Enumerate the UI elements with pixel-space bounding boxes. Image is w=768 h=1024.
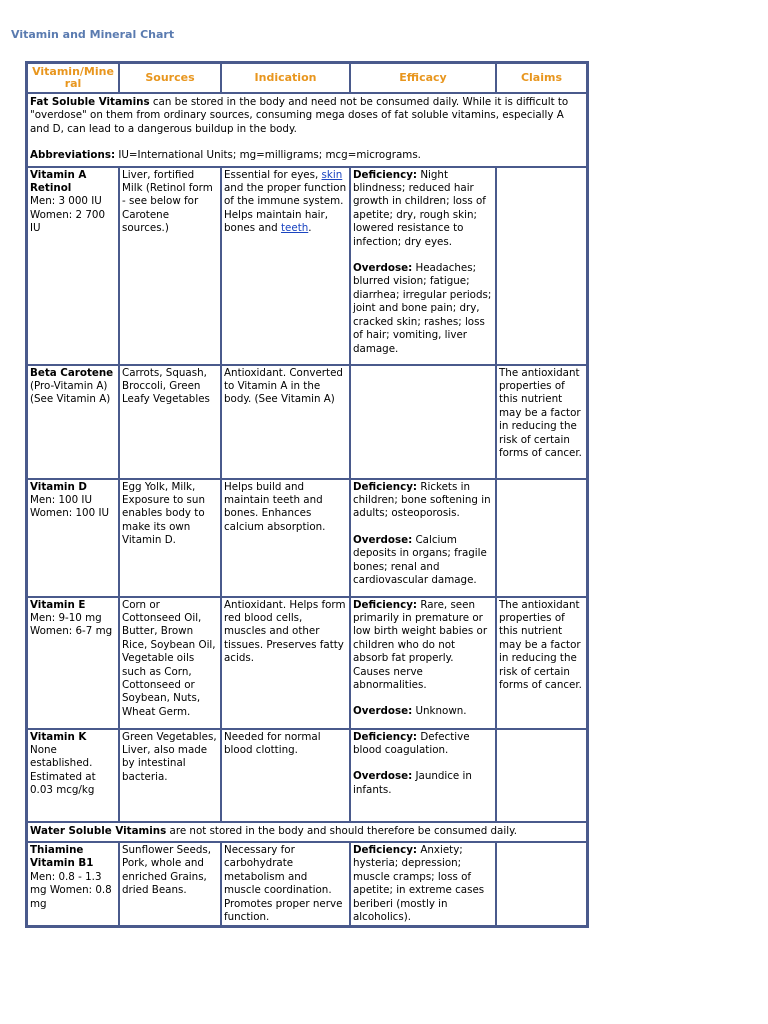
abbreviations-text: IU=International Units; mg=milligrams; mcg=micrograms.: [115, 149, 421, 162]
claims-cell: [496, 479, 587, 597]
vitamin-name: Thiamine Vitamin B1: [30, 844, 94, 870]
sources-cell: Corn or Cottonseed Oil, Butter, Brown Rice, Soybean Oil, Vegetable oils such as Corn, Cottonseed or Soybean, Nuts, Wheat Germ.: [119, 597, 221, 729]
indication-text: .: [308, 222, 312, 235]
vitamin-dose: (Pro-Vitamin A) (See Vitamin A): [30, 380, 111, 406]
vitamin-chart-table: [25, 61, 589, 928]
sources-cell: Egg Yolk, Milk, Exposure to sun enables body to make its own Vitamin D.: [119, 479, 221, 597]
header-efficacy: Efficacy: [350, 63, 496, 93]
deficiency-label: Deficiency:: [353, 168, 418, 181]
overdose-label: Overdose:: [353, 262, 413, 275]
deficiency-label: Deficiency:: [353, 844, 418, 857]
deficiency-text: Rare, seen primarily in premature or low birth weight babies or children who do not absorb fat properly. Causes nerve abnormalities.: [353, 598, 488, 692]
table-row: [27, 597, 587, 729]
efficacy-cell: [350, 479, 496, 597]
claims-cell: The antioxidant properties of this nutrient may be a factor in reducing the risk of certain forms of cancer.: [496, 365, 587, 479]
efficacy-cell: [350, 365, 496, 479]
indication-cell: Necessary for carbohydrate metabolism and muscle coordination. Promotes proper nerve function.: [221, 842, 350, 926]
table-row: [27, 479, 587, 597]
vitamin-dose: Men: 0.8 - 1.3 mg Women: 0.8 mg: [30, 870, 112, 910]
indication-cell: Needed for normal blood clotting.: [221, 729, 350, 822]
overdose-label: Overdose:: [353, 770, 413, 783]
vitamin-cell: [27, 167, 119, 365]
claims-cell: The antioxidant properties of this nutrient may be a factor in reducing the risk of certain forms of cancer.: [496, 597, 587, 729]
deficiency-text: Anxiety; hysteria; depression; muscle cramps; loss of apetite; in extreme cases beriberi (mostly in alcoholics).: [353, 844, 485, 924]
deficiency-text: Rickets in children; bone softening in adults; osteoporosis.: [353, 480, 491, 520]
sources-cell: Carrots, Squash, Broccoli, Green Leafy Vegetables: [119, 365, 221, 479]
fat-soluble-text: can be stored in the body and need not be consumed daily. While it is difficult to "overdose" on them from ordinary sources, consuming mega doses of fat soluble vitamins, especially A and D, can lead to a dangerous buildup in the body.: [30, 96, 569, 135]
efficacy-cell: [350, 842, 496, 926]
vitamin-cell: [27, 479, 119, 597]
vitamin-name: Vitamin K: [30, 730, 87, 743]
deficiency-text: Night blindness; reduced hair growth in children; loss of apetite; dry, rough skin; lowered resistance to infection; dry eyes.: [353, 168, 486, 248]
efficacy-cell: [350, 729, 496, 822]
indication-cell: Helps build and maintain teeth and bones. Enhances calcium absorption.: [221, 479, 350, 597]
fat-soluble-note: [27, 93, 587, 167]
table-row: [27, 729, 587, 822]
header-row: [27, 63, 587, 93]
vitamin-dose: Men: 3 000 IU Women: 2 700 IU: [30, 195, 105, 235]
indication-cell: [221, 167, 350, 365]
header-vitamin: Vitamin/Mineral: [27, 63, 119, 93]
vitamin-name: Vitamin E: [30, 598, 86, 611]
deficiency-label: Deficiency:: [353, 598, 418, 611]
deficiency-text: Defective blood coagulation.: [353, 730, 470, 757]
header-claims: Claims: [496, 63, 587, 93]
efficacy-cell: [350, 167, 496, 365]
indication-cell: Antioxidant. Converted to Vitamin A in the body. (See Vitamin A): [221, 365, 350, 479]
table-row: [27, 842, 587, 926]
overdose-text: Calcium deposits in organs; fragile bones; renal and cardiovascular damage.: [353, 533, 487, 587]
header-indication: Indication: [221, 63, 350, 93]
header-sources: Sources: [119, 63, 221, 93]
vitamin-name: Vitamin A Retinol: [30, 168, 87, 195]
abbreviations-label: Abbreviations:: [30, 149, 116, 162]
water-soluble-note: [27, 822, 587, 842]
water-soluble-text: are not stored in the body and should therefore be consumed daily.: [166, 824, 517, 837]
sources-cell: Liver, fortified Milk (Retinol form - see below for Carotene sources.): [119, 167, 221, 365]
table-row: [27, 365, 587, 479]
teeth-link[interactable]: teeth: [280, 222, 309, 235]
vitamin-name: Vitamin D: [30, 480, 87, 493]
efficacy-cell: [350, 597, 496, 729]
indication-text: Essential for eyes,: [224, 168, 322, 181]
sources-cell: Sunflower Seeds, Pork, whole and enriched Grains, dried Beans.: [119, 842, 221, 926]
vitamin-cell: [27, 597, 119, 729]
indication-text: and the proper function of the immune system. Helps maintain hair, bones and: [224, 182, 347, 235]
sources-cell: Green Vegetables, Liver, also made by intestinal bacteria.: [119, 729, 221, 822]
overdose-label: Overdose:: [353, 705, 413, 718]
vitamin-cell: [27, 365, 119, 479]
skin-link[interactable]: skin: [321, 168, 343, 181]
vitamin-cell: [27, 729, 119, 822]
deficiency-label: Deficiency:: [353, 730, 418, 743]
fat-soluble-heading: Fat Soluble Vitamins: [30, 96, 150, 108]
deficiency-label: Deficiency:: [353, 480, 418, 493]
table-row: [27, 167, 587, 365]
water-soluble-note-row: [27, 822, 587, 842]
overdose-text: Jaundice in infants.: [353, 770, 472, 796]
claims-cell: [496, 842, 587, 926]
water-soluble-heading: Water Soluble Vitamins: [30, 824, 167, 837]
vitamin-dose: None established. Estimated at 0.03 mcg/kg: [30, 744, 96, 797]
vitamin-cell: [27, 842, 119, 926]
fat-soluble-note-row: [27, 93, 587, 167]
overdose-text: Unknown.: [412, 705, 467, 718]
indication-cell: Antioxidant. Helps form red blood cells, muscles and other tissues. Preserves fatty acids.: [221, 597, 350, 729]
claims-cell: [496, 167, 587, 365]
page-title: Vitamin and Mineral Chart: [11, 28, 175, 41]
overdose-label: Overdose:: [353, 533, 413, 546]
overdose-text: Headaches; blurred vision; fatigue; diarrhea; irregular periods; joint and bone pain; dry, cracked skin; rashes; loss of hair; vomiting, liver damage.: [353, 262, 492, 355]
vitamin-dose: Men: 100 IU Women: 100 IU: [30, 494, 110, 520]
vitamin-name: Beta Carotene: [30, 366, 114, 379]
vitamin-dose: Men: 9-10 mg Women: 6-7 mg: [30, 612, 113, 638]
claims-cell: [496, 729, 587, 822]
